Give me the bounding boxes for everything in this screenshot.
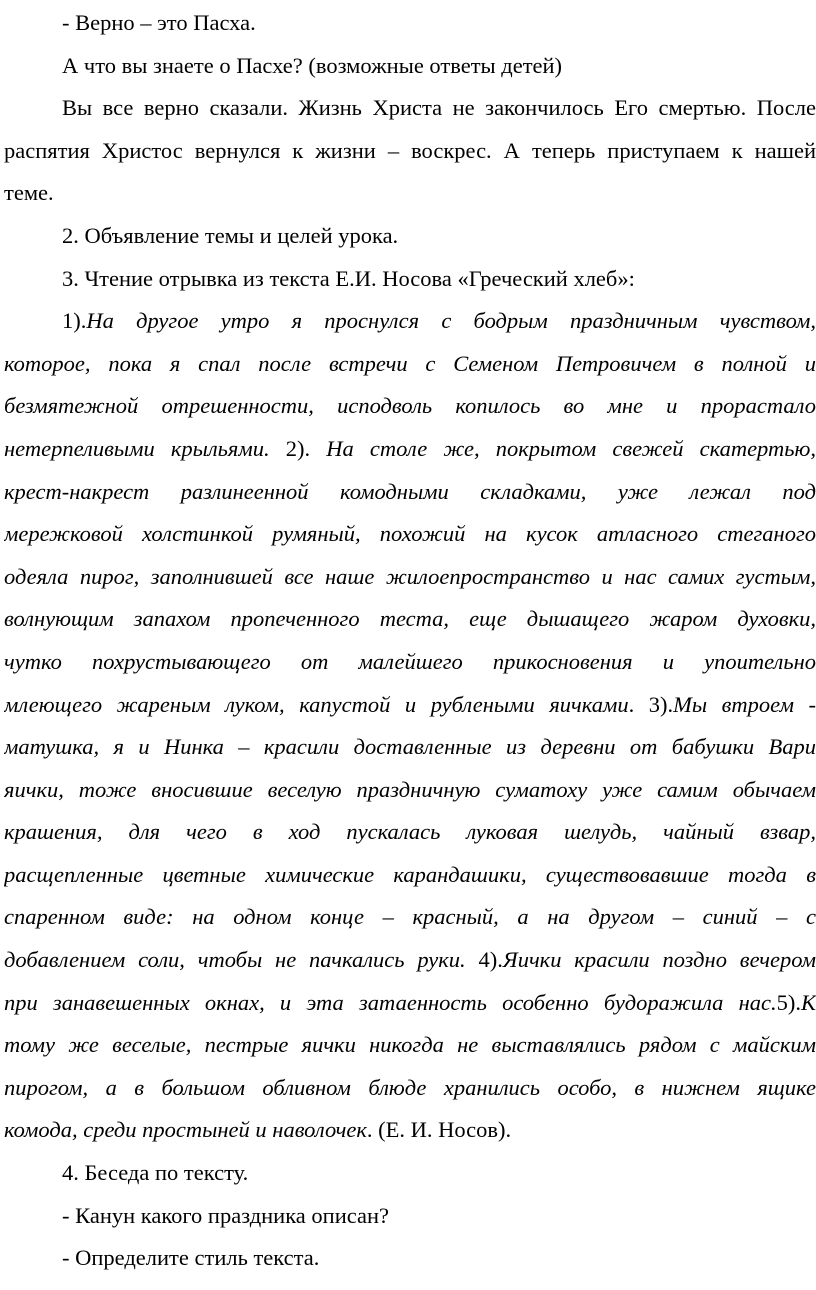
text-line [4, 215, 816, 258]
text-segment: Мы втроем - [673, 691, 816, 717]
text-line [4, 1067, 816, 1110]
text-segment: А что вы знаете о Пасхе? (возможные ответы детей) [62, 52, 563, 78]
text-segment: расщепленные цветные химические карандашики, существовавшие тогда в [4, 861, 816, 887]
text-line [4, 684, 816, 727]
text-line [4, 172, 816, 215]
text-segment: распятия Христос вернулся к жизни – воскрес. А теперь приступаем к нашей [4, 137, 816, 163]
text-segment: млеющего жареным луком, капустой и рублеными яичками [4, 691, 629, 717]
text-segment: теме. [4, 180, 54, 206]
text-segment: яички, тоже вносившие веселую праздничную суматоху уже самим обычаем [4, 776, 816, 802]
text-line [4, 896, 816, 939]
text-segment: 5). [776, 989, 802, 1015]
text-segment: 2). [269, 435, 327, 461]
text-line [4, 939, 816, 982]
text-line [4, 471, 816, 514]
text-line [4, 854, 816, 897]
text-segment: которое, пока я спал после встречи с Семеном Петровичем в полной и [4, 350, 816, 376]
text-line [4, 258, 816, 301]
text-line [4, 1195, 816, 1238]
text-segment: комода, среди простыней и наволочек [4, 1117, 367, 1143]
text-segment: - Определите стиль текста. [62, 1245, 320, 1271]
text-line [4, 1109, 816, 1152]
text-line [4, 982, 816, 1025]
text-segment: крашения, для чего в ход пускалась луковая шелудь, чайный взвар, [4, 819, 816, 845]
text-line [4, 343, 816, 386]
text-segment: нетерпеливыми крыльями. [4, 435, 270, 461]
text-line [4, 811, 816, 854]
text-line [4, 130, 816, 173]
text-segment: Вы все верно сказали. Жизнь Христа не закончилось Его смертью. После [62, 95, 816, 121]
text-line [4, 1024, 816, 1067]
text-segment: добавлением соли, чтобы не пачкались руки. [4, 947, 466, 973]
text-line [4, 1152, 816, 1195]
text-line [4, 769, 816, 812]
text-segment: К [801, 989, 816, 1015]
text-segment: 1). [62, 308, 87, 334]
text-line [4, 428, 816, 471]
text-line [4, 2, 816, 45]
text-line [4, 641, 816, 684]
text-line [4, 300, 816, 343]
text-line [4, 726, 816, 769]
text-segment: при занавешенных окнах, и эта затаенность особенно будоражила нас. [4, 989, 777, 1015]
text-segment: спаренном виде: на одном конце – красный, а на другом – синий – с [4, 904, 816, 930]
text-line [4, 598, 816, 641]
text-line [4, 556, 816, 599]
text-line [4, 513, 816, 556]
text-segment: одеяла пирог, заполнившей все наше жилоепространство и нас самих густым, [4, 563, 816, 589]
text-segment: - Канун какого праздника описан? [62, 1202, 390, 1228]
text-segment: мережковой холстинкой румяный, похожий на кусок атласного стеганого [4, 521, 816, 547]
text-segment: На другое утро я проснулся с бодрым праздничным чувством, [86, 308, 816, 334]
text-segment: - Верно – это Пасха. [62, 10, 256, 35]
text-segment: 3. Чтение отрывка из текста Е.И. Носова «Греческий хлеб»: [62, 265, 635, 291]
text-segment: чутко похрустывающего от малейшего прикосновения и упоительно [4, 648, 816, 674]
text-segment: пирогом, а в большом обливном блюде хранились особо, в нижнем ящике [4, 1074, 816, 1100]
text-segment: волнующим запахом пропеченного теста, еще дышащего жаром духовки, [4, 606, 816, 632]
text-segment: тому же веселые, пестрые яички никогда не выставлялись рядом с майским [4, 1032, 816, 1058]
text-segment: 2. Объявление темы и целей урока. [62, 222, 399, 248]
text-segment: матушка, я и Нинка – красили доставленные из деревни от бабушки Вари [4, 734, 816, 760]
text-segment: На столе же, покрытом свежей скатертью, [326, 435, 816, 461]
text-segment: крест-накрест разлинеенной комодными складками, уже лежал под [4, 478, 816, 504]
text-line [4, 385, 816, 428]
text-line [4, 45, 816, 88]
text-segment: 4). [465, 947, 503, 973]
text-line [4, 1237, 816, 1280]
text-segment: . 3). [628, 691, 674, 717]
text-line [4, 87, 816, 130]
text-segment: . (Е. И. Носов). [366, 1117, 512, 1143]
text-segment: безмятежной отрешенности, исподволь копилось во мне и прорастало [4, 393, 816, 419]
text-segment: 4. Беседа по тексту. [62, 1160, 249, 1186]
text-segment: Яички красили поздно вечером [502, 947, 816, 973]
